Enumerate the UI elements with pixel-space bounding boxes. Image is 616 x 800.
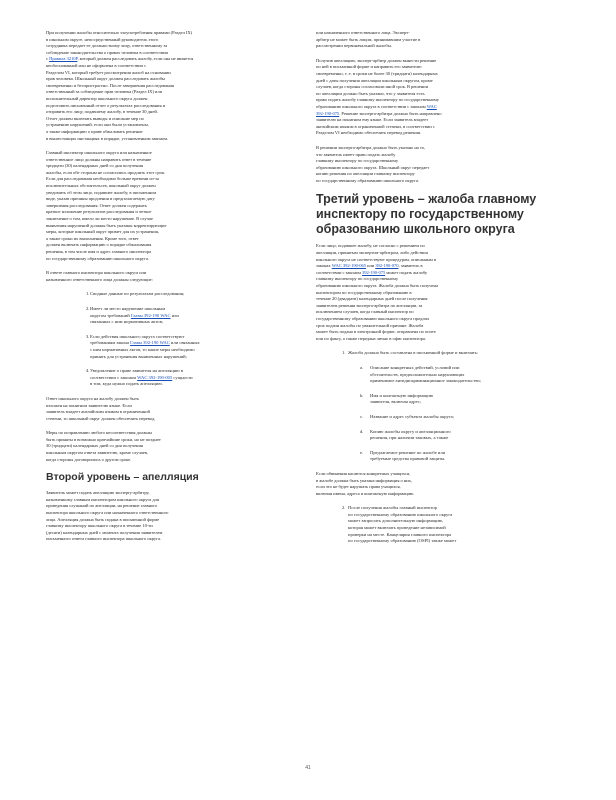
text-line: если это не будет нарушать права учащихся, (316, 484, 401, 490)
text-line: сотрудника передает ее должностному лицу, ответственному за (46, 43, 168, 49)
text-line: связанных с ним нормативных актов; (90, 319, 164, 325)
text-line: школьного округа не соответствуют процедурам, описанным в (316, 256, 437, 262)
text-line: с Правила 3210P, который должен расследовать жалобу, если она не является (46, 56, 194, 62)
text-line: заявитель владеет английским языком в ограниченной (46, 409, 150, 415)
text-line: Отчет должен включать выводы и описание мер по (46, 115, 144, 121)
text-line: Предлагаемое решение по жалобе или (370, 449, 446, 455)
text-line: виде, указав причины продления и предполагаемую дату (46, 196, 155, 202)
text-line: округом требований Главы 392-190 WAC или (90, 312, 179, 318)
list-item (46, 368, 301, 388)
text-line: степени, то школьный округ должен обеспечить перевод. (46, 415, 156, 421)
wac-reference-link[interactable]: WAC (426, 103, 437, 109)
paragraph (316, 471, 571, 497)
text-line: Если действия школьного округа соответствуют (90, 333, 185, 339)
text-line: тридцати (30) календарных дней со дня получения (46, 163, 143, 169)
text-line: меры, которые школьный округ примет для их устранения, (46, 229, 159, 235)
text-line: необоснованной или не оформлена в соответствии с (46, 62, 147, 68)
wac-reference-link[interactable]: WAC 392-190-065 (331, 263, 367, 269)
text-line: Получив апелляцию, эксперт-арбитр должен вынести решение (316, 57, 437, 63)
wac-reference-link[interactable]: 392-190-075 (316, 110, 340, 116)
list-item-number: 1. (342, 350, 346, 356)
list-item-number: a. (360, 364, 364, 370)
paragraph (316, 243, 571, 342)
text-line: главному инспектору по государственному (316, 276, 399, 282)
text-line: а также информацию о праве обжаловать решение (46, 128, 143, 134)
list-item-number: d. (360, 428, 364, 434)
text-line: Меры по исправлению любого несоответствия должны (46, 430, 152, 436)
text-line: назначенному главным инспектором школьного округа для (46, 496, 159, 502)
text-line: образованию школьного округа в соответствии с законом WAC (316, 103, 437, 109)
text-line: заявителем решения эксперта-арбитра по апелляции, за (316, 302, 423, 308)
text-line: исполнительный директор школьного округа должен (46, 95, 148, 101)
text-line: своевременно, т. е. в сроки не более 30 (тридцати) календарных (316, 70, 438, 76)
text-line: в том, куда нужно подать апелляцию. (90, 381, 163, 387)
text-line: может быть подана в электронной форме, отправлена по почте (316, 329, 436, 335)
text-line: включая имена, адреса и контактную информацию. (316, 490, 415, 496)
text-line: в вышестоящих инстанциях в порядке, установленном законом. (46, 135, 169, 141)
list-item (316, 505, 571, 545)
text-line: Описание конкретных действий, условий или (370, 364, 460, 370)
text-line: которая может включать проведение независимой (348, 525, 446, 531)
lettered-list (316, 365, 571, 463)
text-line: в жалобе должна быть указана информация о них, (316, 477, 412, 483)
wac-reference-link[interactable]: Правила 3210P (49, 56, 78, 62)
text-line: устранению нарушений, если они были установлены, (46, 122, 149, 128)
text-line: Если для расследования необходимо больше времени из-за (46, 176, 159, 182)
text-line: назначенного ответственного лица должны следующие: (46, 276, 153, 282)
text-line: соблюдение законодательства о правах человека в соответствии (46, 49, 168, 55)
text-line: Разделом VI, который требует рассмотрения жалоб на основании (46, 69, 171, 75)
text-line: английским языком в ограниченной степени, в соответствии с (316, 123, 435, 129)
text-line: школьным округом ответа заявителю, кроме случаев, (46, 450, 148, 456)
list-item (46, 334, 301, 360)
text-line: применимое антидискриминационное законодательство; (370, 378, 482, 384)
list-item-number: 2. (342, 505, 346, 511)
list-item (316, 350, 571, 357)
wac-reference-link[interactable]: 392-190-075 (362, 269, 386, 275)
paragraph (316, 30, 571, 50)
numbered-list (46, 291, 301, 388)
paragraph (46, 396, 301, 422)
text-line: требуемые средства правовой защиты. (370, 456, 446, 462)
list-item (316, 365, 571, 385)
text-line: принять для устранения выявленных нарушений; (90, 353, 187, 359)
text-line: лица. Апелляция должна быть подана в письменной форме (46, 516, 160, 522)
text-line: проведения слушаний по апелляции, на решение главного (46, 503, 158, 509)
text-line: с ним нормативных актов, то какие меры необходимо (90, 346, 195, 352)
text-line: В решении эксперта-арбитра должно быть указано на то, (316, 144, 426, 150)
list-item-number: e. (360, 449, 364, 455)
text-line: или назначенного ответственного лица. Эксперт- (316, 30, 410, 35)
text-line: Уведомление о праве заявителя на апелляцию в (90, 368, 183, 374)
text-line: решения, в том числе имя и адрес главного инспектора (46, 249, 152, 254)
text-line: быть приняты в возможно кратчайшие сроки, но не позднее (46, 436, 161, 442)
text-line: Имя и контактную информацию (370, 392, 434, 398)
text-line: Если обвинения касаются конкретных учащихся, (316, 470, 410, 476)
text-line: Разделом VI необходимо обеспечить перевод решения. (316, 130, 422, 136)
text-line: соответствии с законом 392-190-075 может подать жалобу (316, 269, 428, 275)
text-line: право подать жалобу главному инспектору по государственному (316, 97, 440, 103)
text-line: когда стороны договорились о другом сроке. (46, 456, 132, 462)
text-line: обстоятельств, предположительно нарушающих (370, 371, 465, 377)
text-line: инспектору по государственному (316, 207, 524, 222)
right-column (316, 30, 571, 553)
text-line: требованиям закона Главы 392-190 WAC или связанных (90, 340, 200, 346)
text-line: инспектора школьного округа или назначенного ответственного (46, 510, 169, 516)
text-line: Главный инспектор школьного округа или назначенное (46, 150, 152, 156)
list-item-number: 4. (86, 368, 90, 374)
text-line: по государственному образованию (OSPI) также может (348, 538, 457, 544)
text-line: завершения расследования. Ответ должен содержать (46, 202, 147, 208)
page-number: 41 (305, 765, 311, 771)
list-item (46, 291, 301, 298)
numbered-list (316, 505, 571, 545)
wac-reference-link[interactable]: Главы 392-190 WAC (130, 340, 170, 346)
text-line: Ответ школьного округа на жалобу должен быть (46, 395, 139, 401)
paragraph (316, 58, 571, 137)
text-line: подготовить письменный отчет о результатах расследования и (46, 102, 166, 108)
wac-reference-link[interactable]: WAC 392-190-005 (137, 374, 173, 380)
text-line: по государственному образованию школьного округа. (316, 177, 419, 183)
text-line: проверки на месте. Канцелярия главного инспектора (348, 531, 452, 537)
numbered-list (316, 350, 571, 357)
text-line: Копию жалобы округу и апелляционного (370, 428, 451, 434)
text-line: выявления нарушений должны быть указаны корректирующие (46, 222, 167, 228)
text-line: 392-190-075. Решение эксперта-арбитра должно быть направлено (316, 110, 442, 116)
list-item (46, 306, 301, 326)
text-line: что заявитель имеет право подать жалобу (316, 151, 396, 157)
text-line: главному инспектору по государственному (316, 158, 399, 164)
text-line: Сводные данные по результатам расследования; (90, 291, 185, 297)
text-line: образованию школьного округа (316, 222, 515, 237)
list-item-number: c. (360, 413, 364, 419)
section-heading-level-3 (316, 192, 571, 237)
text-line: исключением случаев, когда главный инспектор по (316, 309, 414, 315)
text-line: по ней в письменной форме и направить его заявителю (316, 64, 422, 70)
text-line: После получения жалобы главный инспектор (348, 505, 437, 511)
wac-reference-link[interactable]: 392-190-070 (375, 263, 399, 269)
text-line: копию решения по апелляции главному инспектору (316, 171, 415, 177)
text-line: При получении жалобы относительно злоупотребления правами (Раздел IX) (46, 30, 193, 35)
paragraph (46, 270, 301, 283)
paragraph (46, 430, 301, 463)
text-line: арбитр не может быть лицом, принимавшим участие в (316, 36, 421, 42)
text-line: ответственное лицо должны направить ответ в течение (46, 156, 152, 162)
text-line: ответственный за соблюдение прав человека (Раздел IX) или (46, 89, 162, 95)
list-item-number: 2. (86, 305, 90, 311)
text-line: Если лицо, подавшее жалобу, не согласно с решением по (316, 243, 425, 249)
text-line: образованию школьного округа. Школьный округ передает (316, 164, 430, 170)
text-line: рассмотрении первоначальной жалобы. (316, 43, 392, 49)
paragraph (316, 145, 571, 185)
text-line: соответствии с законом WAC 392-190-005 сущности (90, 374, 193, 380)
text-line: изложен на понятном заявителю языке. Если (46, 402, 132, 408)
list-item-number: 1. (86, 291, 90, 297)
text-line: государственному образованию школьного округа продлил (316, 316, 430, 321)
paragraph (46, 150, 301, 262)
text-line: а также сроки их выполнения. Кроме того, ответ (46, 235, 139, 241)
text-line: Название и адрес субъекта жалобы округа; (370, 413, 454, 419)
text-line: отправить его лицу, подавшему жалобу, в течение 30 дней. (46, 109, 158, 115)
text-line: исключительных обстоятельств, школьный округ должен (46, 183, 156, 189)
text-line: в школьном округе, непосредственный руководитель этого (46, 36, 159, 42)
text-line: апелляции, принятым экспертом-арбитром, либо действия (316, 250, 428, 256)
text-line: по апелляции должно быть указано, что у заявителя есть (316, 90, 425, 96)
text-line: образованию школьного округа. Жалоба должна быть получена (316, 283, 438, 289)
text-line: дней с даты получения апелляции школьным округом, кроме (316, 77, 433, 83)
text-line: краткое изложение результатов расследования и четкое (46, 209, 152, 215)
text-line: инспектором по государственному образованию в (316, 289, 412, 295)
list-item-number: 3. (86, 333, 90, 339)
text-line: по государственному образованию школьного округа (348, 511, 453, 517)
text-line: случаев, когда стороны согласовали иной срок. В решении (316, 84, 428, 90)
text-line: Заявитель может подать апелляцию эксперту-арбитру, (46, 490, 150, 496)
text-line: заявителю на понятном ему языке. Если заявитель владеет (316, 117, 429, 123)
text-line: жалобы, если обе стороны не согласились продлить этот срок. (46, 169, 166, 175)
text-line: прав человека. Школьный округ должен расследовать жалобы (46, 76, 165, 82)
text-line: по государственному образованию школьного округа. (46, 255, 149, 261)
list-item (316, 450, 571, 463)
text-line: заключение о том, имело ли место нарушение. В случае (46, 216, 153, 222)
text-line: главному инспектору школьного округа в течение 10-ти (46, 523, 153, 529)
text-line: Имеет ли место нарушение школьным (90, 305, 166, 311)
text-line: своевременно и беспристрастно. После завершения расследования (46, 82, 174, 88)
text-line: Третий уровень – жалоба главному (316, 192, 537, 207)
text-line: течение 20 (двадцати) календарных дней после получения (316, 296, 428, 302)
text-line: срок подачи жалобы по уважительной причине. Жалоба (316, 322, 424, 328)
left-column (46, 30, 301, 551)
text-line: 30 (тридцати) календарных дней со дня получения (46, 443, 143, 449)
list-item (316, 429, 571, 442)
list-item-number: b. (360, 392, 364, 398)
text-line: письменного ответа главного инспектора школьного округа. (46, 536, 162, 542)
text-line: уведомить об этом лицо, подавшее жалобу, в письменном (46, 189, 157, 195)
wac-reference-link[interactable]: Главы 392-190 WAC (130, 312, 171, 318)
text-line: (десяти) календарных дней с момента получения заявителем (46, 529, 163, 535)
text-line: заявителя, включая адрес; (370, 399, 422, 405)
text-line: законах WAC 392-190-065 или 392-190-070, заявитель в (316, 263, 423, 269)
text-line: должен включать информацию о порядке обжалования (46, 242, 152, 248)
section-heading-level-2: Второй уровень – апелляция (46, 471, 199, 484)
text-line: или по факсу, а также передана лично в офис инспектора. (316, 335, 426, 341)
list-item (316, 393, 571, 406)
text-line: может запросить дополнительную информацию, (348, 518, 444, 524)
text-line: В ответе главного инспектора школьного округа или (46, 270, 147, 276)
list-item (316, 414, 571, 421)
text-line: решения, при наличии таковых, а также (370, 435, 449, 441)
paragraph (46, 30, 301, 142)
text-line: Жалоба должна быть составлена в письменной форме и включать: (348, 350, 479, 356)
paragraph (46, 490, 301, 543)
